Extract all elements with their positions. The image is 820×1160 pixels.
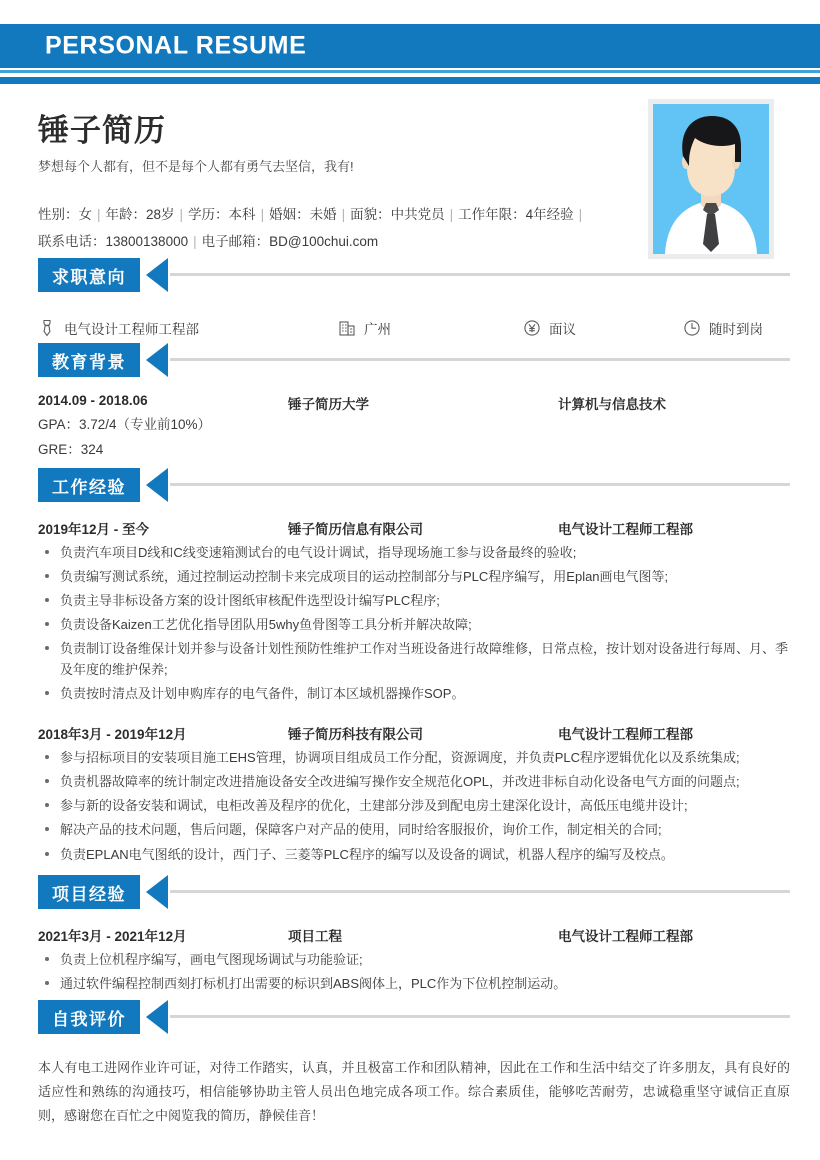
work-bullet: 负责机器故障率的统计制定改进措施设备安全改进编写操作安全规范化OPL，并改进非标自动化设备电气方面的问题点; bbox=[38, 771, 790, 792]
education-gpa: GPA：3.72/4（专业前10%） bbox=[38, 417, 212, 432]
fact-divider: | bbox=[341, 207, 346, 223]
section-self-evaluation bbox=[0, 1000, 820, 1128]
tie-icon bbox=[38, 319, 56, 337]
work-bullet: 负责汽车项目D线和C线变速箱测试台的电气设计调试，指导现场施工参与设备最终的验收; bbox=[38, 542, 790, 563]
project-bullet: 通过软件编程控制西刻打标机打出需要的标识到ABS阀体上，PLC作为下位机控制运动。 bbox=[38, 973, 790, 994]
section-title: 教育背景 bbox=[52, 352, 126, 372]
section-chevron-icon bbox=[146, 875, 168, 909]
fact-divider: | bbox=[578, 207, 583, 223]
fact-email: 电子邮箱：BD@100chui.com bbox=[201, 233, 379, 249]
project-date: 2021年3月 - 2021年12月 bbox=[38, 929, 187, 944]
section-tag bbox=[38, 1000, 140, 1034]
fact-marital: 婚姻：未婚 bbox=[269, 207, 337, 223]
section-body-project-experience bbox=[38, 909, 790, 994]
work-date: 2018年3月 - 2019年12月 bbox=[38, 727, 187, 743]
work-bullet: 负责主导非标设备方案的设计图纸审核配件选型设计编写PLC程序; bbox=[38, 590, 790, 611]
work-company: 锤子简历科技有限公司 bbox=[288, 727, 423, 743]
section-tag bbox=[38, 258, 140, 292]
work-bullet-list bbox=[38, 747, 790, 864]
education-gre: GRE：324 bbox=[38, 441, 104, 457]
profile-photo-frame bbox=[648, 99, 774, 259]
work-bullet: 参与新的设备安装和调试，电柜改善及程序的优化，土建部分涉及到配电房土建深化设计，高低压电缆井设计; bbox=[38, 795, 790, 816]
section-title: 求职意向 bbox=[52, 267, 126, 287]
section-education bbox=[0, 343, 820, 463]
section-chevron-icon bbox=[146, 343, 168, 377]
section-title: 工作经验 bbox=[52, 477, 126, 497]
work-bullet: 解决产品的技术问题，售后问题，保障客户对产品的使用，同时给客服报价，询价工作，制定相关的合同; bbox=[38, 819, 790, 840]
section-header-job-intention bbox=[38, 258, 790, 292]
fact-age: 年龄：28岁 bbox=[105, 207, 175, 223]
intent-availability bbox=[683, 318, 763, 338]
project-role: 电气设计工程师工程部 bbox=[558, 929, 693, 944]
project-bullet-list bbox=[38, 949, 790, 994]
personal-facts-row-2 bbox=[38, 229, 628, 255]
section-header-work-experience bbox=[38, 468, 790, 502]
page-header-banner bbox=[0, 24, 820, 68]
section-header-self-evaluation bbox=[38, 1000, 790, 1034]
fact-divider: | bbox=[193, 233, 197, 249]
work-date: 2019年12月 - 至今 bbox=[38, 522, 150, 537]
section-body-job-intention bbox=[38, 292, 790, 338]
work-entry-header bbox=[38, 512, 790, 538]
section-project-experience bbox=[0, 875, 820, 997]
work-bullet: 参与招标项目的安装项目施工EHS管理，协调项目组成员工作分配，资源调度，并负责PLC程序逻辑优化以及系统集成; bbox=[38, 747, 790, 768]
section-tag bbox=[38, 875, 140, 909]
section-title: 项目经验 bbox=[52, 884, 126, 904]
section-header-project-experience bbox=[38, 875, 790, 909]
work-entry bbox=[38, 707, 790, 864]
education-major: 计算机与信息技术 bbox=[558, 397, 666, 412]
work-bullet-list bbox=[38, 542, 790, 704]
work-bullet: 负责按时清点及计划申购库存的电气备件，制订本区域机器操作SOP。 bbox=[38, 683, 790, 704]
section-tag bbox=[38, 468, 140, 502]
avatar-illustration-icon bbox=[653, 104, 769, 254]
banner-bottom-bar bbox=[0, 77, 820, 84]
section-work-experience bbox=[0, 468, 820, 868]
education-entry-header bbox=[38, 387, 790, 413]
person-name: 锤子简历 bbox=[38, 113, 166, 148]
intent-salary-label: 面议 bbox=[549, 322, 576, 337]
work-bullet: 负责设备Kaizen工艺优化指导团队用5why鱼骨图等工具分析并解决故障; bbox=[38, 614, 790, 635]
work-company: 锤子简历信息有限公司 bbox=[288, 522, 423, 537]
work-role: 电气设计工程师工程部 bbox=[558, 727, 693, 743]
person-slogan: 梦想每个人都有，但不是每个人都有勇气去坚信，我有! bbox=[38, 158, 354, 174]
section-body-self-evaluation bbox=[38, 1034, 790, 1128]
intent-city bbox=[338, 318, 523, 338]
section-chevron-icon bbox=[146, 258, 168, 292]
section-body-work-experience bbox=[38, 502, 790, 865]
work-entry-header bbox=[38, 717, 790, 743]
fact-divider: | bbox=[449, 207, 454, 223]
job-intention-row bbox=[38, 302, 790, 338]
section-rule bbox=[170, 890, 790, 893]
section-header-education bbox=[38, 343, 790, 377]
education-school: 锤子简历大学 bbox=[288, 397, 369, 412]
project-bullet: 负责上位机程序编写，画电气图现场调试与功能验证; bbox=[38, 949, 790, 970]
section-rule bbox=[170, 1015, 790, 1018]
intent-salary bbox=[523, 318, 683, 338]
work-entry bbox=[38, 512, 790, 704]
section-body-education bbox=[38, 377, 790, 463]
profile-photo bbox=[653, 104, 769, 254]
work-bullet: 负责EPLAN电气图纸的设计，西门子、三菱等PLC程序的编写以及设备的调试，机器人程序的编写及校点。 bbox=[38, 844, 790, 865]
project-entry-header bbox=[38, 919, 790, 945]
section-chevron-icon bbox=[146, 1000, 168, 1034]
clock-icon bbox=[683, 319, 701, 337]
intent-position-label: 电气设计工程师工程部 bbox=[64, 322, 199, 337]
building-icon bbox=[338, 319, 356, 337]
personal-facts-row-1 bbox=[38, 202, 628, 228]
fact-phone: 联系电话：13800138000 bbox=[38, 233, 189, 249]
fact-divider: | bbox=[260, 207, 265, 223]
project-name: 项目工程 bbox=[288, 929, 342, 944]
section-tag bbox=[38, 343, 140, 377]
fact-experience: 工作年限：4年经验 bbox=[458, 207, 574, 223]
education-date: 2014.09 - 2018.06 bbox=[38, 393, 148, 408]
intent-city-label: 广州 bbox=[364, 322, 391, 337]
fact-divider: | bbox=[179, 207, 184, 223]
fact-degree: 学历：本科 bbox=[188, 207, 256, 223]
banner-accent-rule bbox=[0, 70, 820, 73]
yen-icon bbox=[523, 319, 541, 337]
fact-gender: 性别：女 bbox=[38, 207, 92, 223]
section-rule bbox=[170, 273, 790, 276]
fact-political: 面貌：中共党员 bbox=[350, 207, 445, 223]
fact-divider: | bbox=[97, 207, 101, 223]
section-rule bbox=[170, 358, 790, 361]
section-chevron-icon bbox=[146, 468, 168, 502]
intent-availability-label: 随时到岗 bbox=[709, 322, 763, 337]
page-title: PERSONAL RESUME bbox=[45, 31, 307, 60]
identity-block bbox=[38, 112, 628, 255]
self-evaluation-paragraph: 本人有电工进网作业许可证，对待工作踏实，认真，并且极富工作和团队精神，因此在工作和生活中结交了许多朋友，具有良好的适应性和熟练的沟通技巧，相信能够协助主管人员出色地完成各项工作。综合素质佳，能够吃苦耐劳，忠诚稳重坚守诚信正直原则，感谢您在百忙之中阅览我的简历，静候佳音！ bbox=[38, 1060, 790, 1124]
section-job-intention bbox=[0, 258, 820, 338]
work-bullet: 负责制订设备维保计划并参与设备计划性预防性维护工作对当班设备进行故障维修，日常点检，按计划对设备进行每周、月、季及年度的维护保养; bbox=[38, 638, 790, 680]
section-rule bbox=[170, 483, 790, 486]
intent-position bbox=[38, 318, 338, 338]
section-title: 自我评价 bbox=[52, 1009, 126, 1029]
work-role: 电气设计工程师工程部 bbox=[558, 522, 693, 537]
work-bullet: 负责编写测试系统，通过控制运动控制卡来完成项目的运动控制部分与PLC程序编写，用Eplan画电气图等; bbox=[38, 566, 790, 587]
